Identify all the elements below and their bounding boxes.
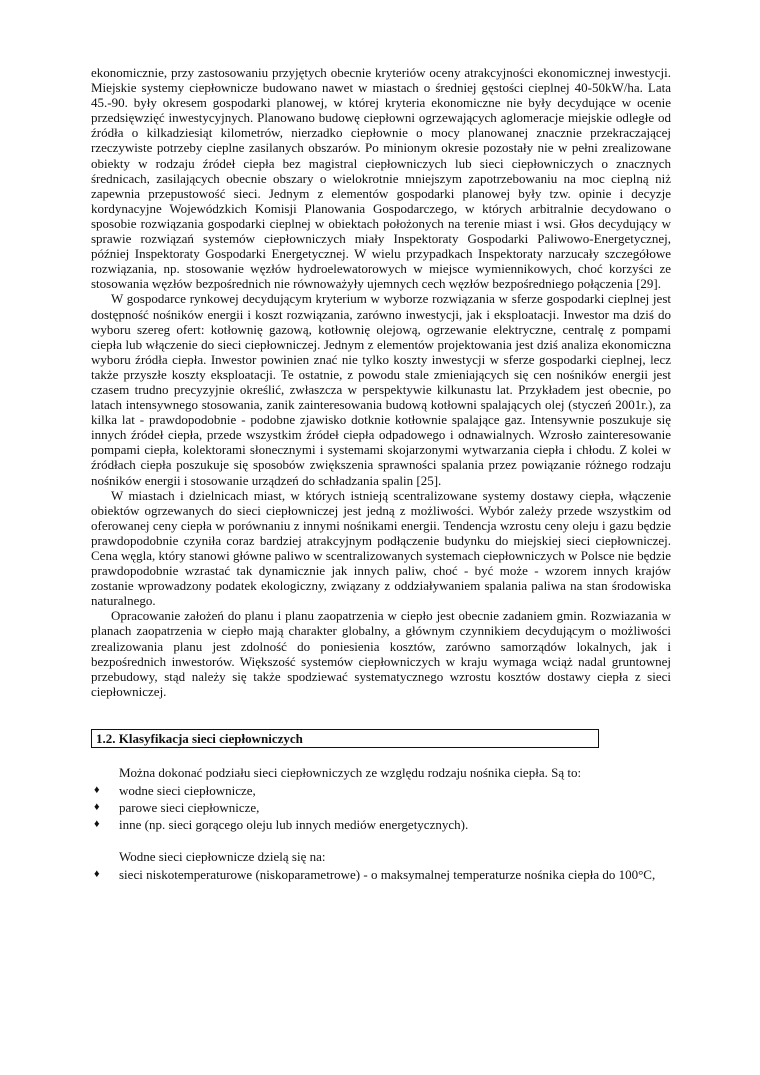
section-intro: Można dokonać podziału sieci ciepłowniczych ze względu rodzaju nośnika ciepła. Są to: (119, 764, 582, 780)
water-networks-intro: Wodne sieci ciepłownicze dzielą się na: (119, 849, 326, 865)
document-page (91, 65, 671, 885)
paragraph-4: Opracowanie założeń do planu i planu zaopatrzenia w ciepło jest obecnie zadaniem gmin. Rozwiazania w planach zaopatrzenia w ciepło mają charakter globalny, a głównym czynnikiem decydującym o możliwości zrealizowania planu jest zdolność do poniesienia kosztów, zarówno samorządów lokalnych, jak i bezpośrednich inwestorów. Większość systemów ciepłowniczych w kraju wymaga wciąż nadal gruntownej przebudowy, stąd należy się także spodziewać systematycznego wzrostu kosztów dostawy ciepła z sieci ciepłowniczej. (91, 608, 671, 699)
water-type-list (91, 867, 671, 882)
list-item: ♦ inne (np. sieci gorącego oleju lub innych mediów energetycznych). (94, 817, 469, 833)
bullet-diamond-icon: ♦ (94, 784, 100, 797)
paragraph-2: W gospodarce rynkowej decydującym kryterium w wyborze rozwiązania w sferze gospodarki cieplnej jest dostępność nośników energii i koszt rozwiązania, zarówno inwestycji, jak i eksploatacji. Inwestor ma dziś do wyboru szereg ofert: kotłownię gazową, kotłownię olejową, ogrzewanie elektryczne, centralę z pompami ciepła lub włączenie do sieci ciepłowniczej. Jednym z elementów projektowania jest dziś analiza ekonomiczna wyboru źródła ciepła. Inwestor powinien znać nie tylko koszty inwestycji w sferze gospodarki cieplnej, lecz także przyszłe koszty eksploatacji. Te ostatnie, z powodu stale zmieniających się cen nośników energii jest czasem trudno precyzyjnie określić, zwłaszcza w perspektywie kilkunastu lat. Przykładem jest obecnie, po latach intensywnego stosowania, zanik zainteresowania budową kotłowni spalających olej (styczeń 2001r.), za kilka lat - prawdopodobnie - podobne zjawisko dotknie kotłownie spalające gaz. Intensywnie poszukuje się innych źródeł ciepła, przede wszystkim źródeł ciepła odpadowego i odnawialnych. Wzrosło zainteresowanie pompami ciepła, kolektorami słonecznymi i systemami skojarzonymi wytwarzania ciepła i chłodu. Z kolei w źródłach ciepła poszukuje się sposobów zwiększenia sprawności spalania przez powiązanie różnego rodzaju nośników energii i stosowanie urządzeń do schładzania spalin [25]. (91, 291, 671, 488)
list-item: ♦ parowe sieci ciepłownicze, (94, 800, 260, 816)
paragraph-1: ekonomicznie, przy zastosowaniu przyjętych obecnie kryteriów oceny atrakcyjności ekonomicznej inwestycji. Miejskie systemy ciepłownicze budowano nawet w miastach o średniej gęstości cieplnej 40-50kW/ha. Lata 45.-90. były okresem gospodarki planowej, w której kryteria ekonomiczne nie były decydujące w ocenie przedsięwzięć inwestycyjnych. Planowano budowę ciepłowni ogrzewających aglomeracje miejskie odległe od źródła o kilkadziesiąt kilometrów, nierzadko ciepłownie o mocy planowanej znacznie przekraczającej rzeczywiste potrzeby cieplne zasilanych obszarów. Po minionym okresie pozostały nie w pełni zrealizowane obiekty w rodzaju źródeł ciepła bez magistral ciepłowniczych lub sieci ciepłowniczych o znacznych średnicach, zasilających obecnie obszary o wielokrotnie mniejszym zapotrzebowaniu na moc cieplną niż zapewnia przepustowość sieci. Jednym z elementów gospodarki planowej były tzw. opinie i decyzje kordynacyjne Wojewódzkich Komisji Planowania Gospodarczego, w których arbitralnie decydowano o sposobie rozwiązania gospodarki cieplnej w obiektach położonych na terenie miast i wsi. Głos decydujący w sprawie rozwiązań systemów ciepłowniczych miały Inspektoraty Gospodarki Paliwowo-Energetycznej, później Inspektoraty Gospodarki Energetycznej. W wielu przypadkach Inspektoraty narzucały szczegółowe rozwiązania, np. stosowanie węzłów hydroelewatorowych w miejsce wymiennikowych, choć korzyści ze stosowania węzłów bezpośrednich nie równoważyły ujemnych cech węzłów bezpośredniego połączenia [29]. (91, 65, 671, 292)
carrier-type-list (91, 783, 671, 832)
bullet-diamond-icon: ♦ (94, 868, 100, 881)
section-heading: 1.2. Klasyfikacja sieci ciepłowniczych (91, 729, 599, 748)
list-item: ♦ wodne sieci ciepłownicze, (94, 783, 256, 799)
paragraph-3: W miastach i dzielnicach miast, w których istnieją scentralizowane systemy dostawy ciepła, włączenie obiektów ogrzewanych do sieci ciepłowniczej jest jedną z możliwości. Wybór zależy przede wszystkim od oferowanej ceny ciepła w porównaniu z innymi nośnikami energii. Tendencja wzrostu ceny oleju i gazu będzie prawdopodobnie czyniła coraz bardziej atrakcyjnym podłączenie budynku do miejskiej sieci ciepłowniczej. Cena węgla, który stanowi główne paliwo w scentralizowanych systemach ciepłowniczych w Polsce nie będzie prawdopodobnie wzrastać tak dynamicznie jak innych paliw, choć - być może - wzorem innych krajów zostanie wprowadzony podatek ekologiczny, związany z oddziaływaniem spalania paliwa na stan środowiska naturalnego. (91, 487, 671, 609)
bullet-diamond-icon: ♦ (94, 818, 100, 831)
list-item: ♦ sieci niskotemperaturowe (niskoparametrowe) - o maksymalnej temperaturze nośnika ciepła do 100°C, (94, 867, 656, 883)
bullet-diamond-icon: ♦ (94, 801, 100, 814)
